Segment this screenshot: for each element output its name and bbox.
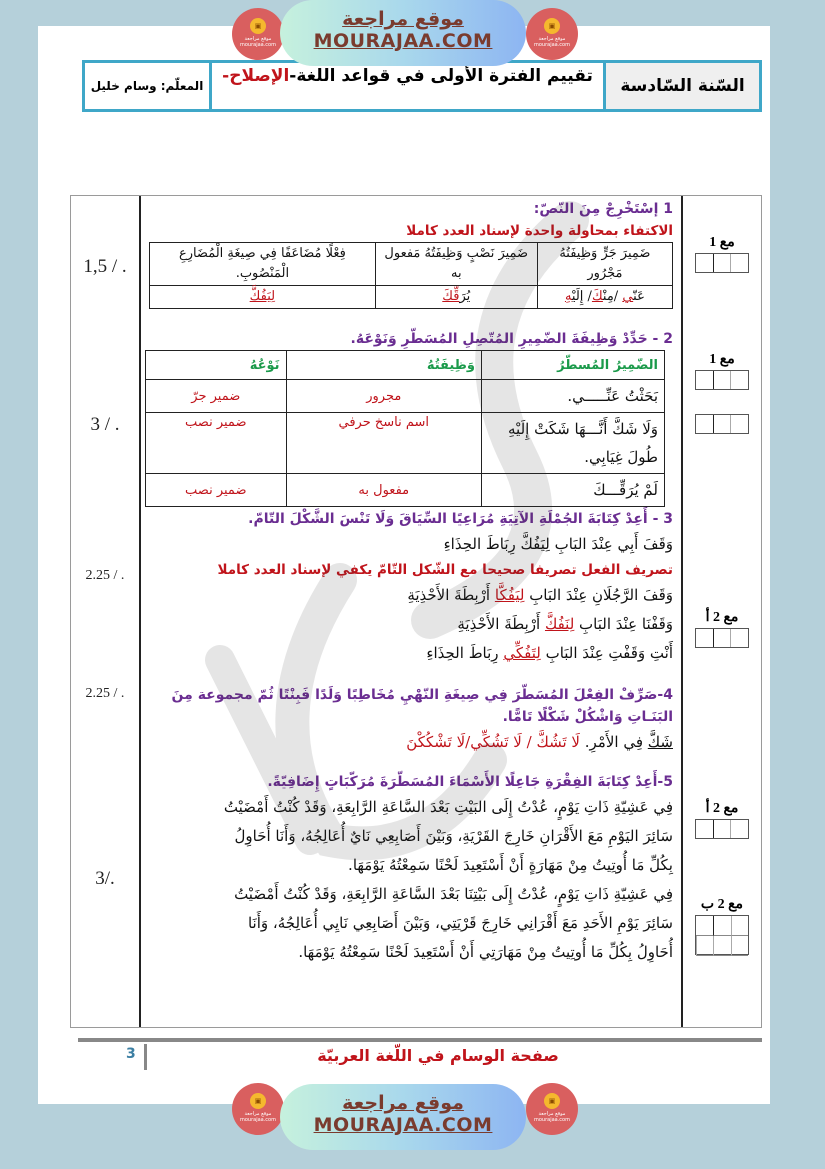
q4-title: 4-صَرِّفْ الفِعْلَ المُسَطّرَ فِي صِيغَةِ النّهْيِ مُخَاطِبًا وَلَدًا فَبِنْتًا ثُمّ مجموعة مِنَ البَنَـاتِ وَاشْكُلْ شَكْلًا تَامًّا. <box>171 687 673 725</box>
score-q3: 2.25 / . <box>85 568 125 583</box>
q1-answer-doubled-verb: لِيَفُكَّ <box>150 286 376 309</box>
score-q4: 2.25 / . <box>85 686 125 701</box>
site-banner-domain[interactable]: MOURAJAA.COM <box>313 1114 493 1136</box>
q1-header-accusative: ضَمِيرَ نَصْبٍ وَظِيفَتُهُ مَفعول به <box>375 243 537 286</box>
q1-answer-accusative: يُرَقِّكَ <box>375 286 537 309</box>
grading-boxes[interactable] <box>695 628 749 648</box>
q4-answer: لَا تَشُكَّ / لَا تَشُكِّي/لَا تَشْكُكْنَ <box>406 733 580 751</box>
criteria-column <box>681 196 761 1027</box>
score-q5: 3/. <box>95 868 115 889</box>
worksheet-title: تقييم الفترة الأولى في قواعد اللغة- الإصلاح- <box>209 63 603 109</box>
book-icon: ▣ <box>544 18 560 34</box>
criterion-q5b: مع 2 ب <box>695 896 749 955</box>
table-row: وَلَا شَكَّ أَنَّـــهَا شَكَتْ إِلَيْهِ طُولَ غِيَابِي. اسم ناسخ حرفي ضمير نصب <box>146 413 665 474</box>
question-1 <box>149 198 673 309</box>
q1-header-doubled-verb: فِعْلًا مُضَاعَفًا فِي صِيغَةِ الْمُضَارِعِ الْمَنْصُوبِ. <box>150 243 376 286</box>
q3-title: 3 - أَعِدْ كِتَابَةَ الجُمْلَةِ الآتِيَةِ مُرَاعِيًا السِّيَاقَ وَلَا تَنْسَ الشَّكْلَ التّامّ. <box>248 511 673 527</box>
q1-answer-genitive: عَنّي /مِنْكَ/ إِلَيْهِ <box>537 286 672 309</box>
question-3 <box>149 508 673 668</box>
score-column <box>71 196 139 1027</box>
book-icon: ▣ <box>544 1093 560 1109</box>
criterion-q1: مع 1 <box>695 234 749 273</box>
site-banner-top[interactable] <box>280 0 526 66</box>
q3-answer-2: وَقَفْنَا عِنْدَ البَابِ لِنَفُكَّ أَرْبِطَةَ الأَحْذِيَةِ <box>457 615 673 633</box>
page-footer <box>78 1038 762 1074</box>
q5-title: 5-أَعِدْ كِتَابَةَ الفِقْرَةِ جَاعِلًا الأَسْمَاءَ المُسَطّرَةَ مُرَكّبَاتٍ إِضَافِيّةً. <box>267 774 673 790</box>
footer-title: صفحة الوسام في اللّغة العربيّة <box>317 1046 559 1065</box>
site-banner-domain[interactable]: MOURAJAA.COM <box>313 30 493 52</box>
q5-corrected-line-2: سَائِرَ يَوْمِ الأَحَدِ مَعَ أَقْرَانِي خَارِجَ قَرْيَتِي، وَبَيْنَ أَصَابِعِي نَايِي أُعَالِجُهُ، وَأَنَا <box>247 914 673 932</box>
q2-title: 2 - حَدِّدْ وَظِيفَةَ الضّمِيرِ المُتّصِلِ المُسَطّرِ وَنَوْعَهُ. <box>350 331 673 347</box>
criterion-q3: مع 2 أ <box>695 609 749 648</box>
q1-table <box>149 242 673 309</box>
q3-note: تصريف الفعل تصريفا صحيحا مع الشّكل التّامّ يكفي لإسناد العدد كاملا <box>217 562 673 578</box>
q1-header-genitive: ضَمِيرَ جَرٍّ وَظِيفَتُهُ مَجْرُور <box>537 243 672 286</box>
score-q2: 3 / . <box>90 414 120 435</box>
q2-table <box>145 350 665 507</box>
q3-sentence: وَقَفَ أَبِي عِنْدَ البَابِ لِيَفُكَّ رِبَاطَ الحِذَاءِ <box>443 535 673 553</box>
score-q1: 1,5 / . <box>83 256 127 277</box>
book-icon: ▣ <box>250 1093 266 1109</box>
criterion-q5a: مع 2 أ <box>695 800 749 839</box>
q2-header-type: نَوْعُهُ <box>146 351 287 380</box>
q5-original-line-2: سَائِرَ اليَوْمِ مَعَ الأَقْرَانِ خَارِجَ القَرْيَةِ، وَبَيْنَ أَصَابِعِي نَايٌ أُعَالِجُهُ، وَأَنَا أُحَاوِلُ <box>234 827 673 845</box>
grading-boxes[interactable] <box>695 414 749 434</box>
worksheet-header <box>82 60 762 112</box>
teacher-name: المعلّم: وسام خليل <box>90 79 204 93</box>
question-5 <box>149 771 673 967</box>
table-row: بَحَثْتُ عَنِّـــــي. مجرور ضمير جرّ <box>146 380 665 413</box>
questions-column <box>139 196 683 1027</box>
site-logo-badge-left: ▣ موقع مراجعة mourajaa.com <box>232 1083 284 1135</box>
q5-corrected-line-3: أُحَاوِلُ بِكُلِّ مَا أُوتِيتُ مِنْ مَهَارَتِي أَنْ أَسْتَعِيدَ لَحْنًا سَمِعْتُهُ يَوْمَهَا. <box>298 943 673 961</box>
site-logo-badge-right: ▣ موقع مراجعة mourajaa.com <box>526 1083 578 1135</box>
grade-label: السّنة السّادسة <box>603 63 759 109</box>
question-4 <box>149 684 673 757</box>
grading-boxes[interactable] <box>695 915 749 955</box>
q2-header-pronoun: الضّمِيرُ المُسطّرُ <box>482 351 665 380</box>
site-logo-badge-left: ▣ موقع مراجعة mourajaa.com <box>232 8 284 60</box>
q3-answer-1: وَقَفَ الرَّجُلَانِ عِنْدَ البَابِ لِيَفُكَّا أَرْبِطَةَ الأَحْذِيَةِ <box>407 586 673 604</box>
q2-header-function: وَظِيفَتُهُ <box>286 351 481 380</box>
q3-answer-3: أَنْتِ وَقَفْتِ عِنْدَ البَابِ لِتَفُكِّي رِبَاطَ الحِذَاءِ <box>426 644 673 662</box>
grading-boxes[interactable] <box>695 819 749 839</box>
q1-title: 1 إسْتَخْرِجْ مِنَ النّصّ: <box>533 201 673 217</box>
footer-divider <box>144 1044 147 1070</box>
criterion-q2: مع 1 <box>695 351 749 434</box>
q4-sentence: شَكَّ فِي الأَمْرِ. لَا تَشُكَّ / لَا تَشُكِّي/لَا تَشْكُكْنَ <box>406 733 673 751</box>
grading-boxes[interactable] <box>695 370 749 390</box>
title-highlight: الإصلاح- <box>222 66 290 86</box>
q5-corrected-line-1: فِي عَشِيّةِ ذَاتِ يَوْمٍ، عُدْتُ إِلَى بَيْتِنَا بَعْدَ السَّاعَةِ الرَّابِعَةِ، وَقَدْ كُنْتُ أَمْضَيْتُ <box>234 885 673 903</box>
q5-original-line-1: فِي عَشِيّةِ ذَاتِ يَوْمٍ، عُدْتُ إِلَى البَيْتِ بَعْدَ السَّاعَةِ الرَّابِعَةِ، وَقَدْ كُنْتُ أَمْضَيْتُ <box>223 798 673 816</box>
grading-boxes[interactable] <box>695 253 749 273</box>
assessment-grid <box>70 195 762 1028</box>
page-number: 3 <box>126 1046 136 1062</box>
table-row: لَمْ يُرَقِّـــكَ مفعول به ضمير نصب <box>146 474 665 507</box>
site-banner-arabic: موقع مراجعة <box>342 1092 464 1114</box>
site-banner-arabic: موقع مراجعة <box>342 8 464 30</box>
site-banner-bottom[interactable] <box>280 1084 526 1150</box>
q5-original-line-3: بِكُلِّ مَا أُوتِيتُ مِنْ مَهَارَةٍ أَنْ أَسْتَعِيدَ لَحْنًا سَمِعْتُهُ يَوْمَهَا. <box>348 856 673 874</box>
question-2 <box>149 328 673 507</box>
site-logo-badge-right: ▣ موقع مراجعة mourajaa.com <box>526 8 578 60</box>
q1-note: الاكتفاء بمحاولة واحدة لإسناد العدد كاملا <box>406 223 673 239</box>
book-icon: ▣ <box>250 18 266 34</box>
